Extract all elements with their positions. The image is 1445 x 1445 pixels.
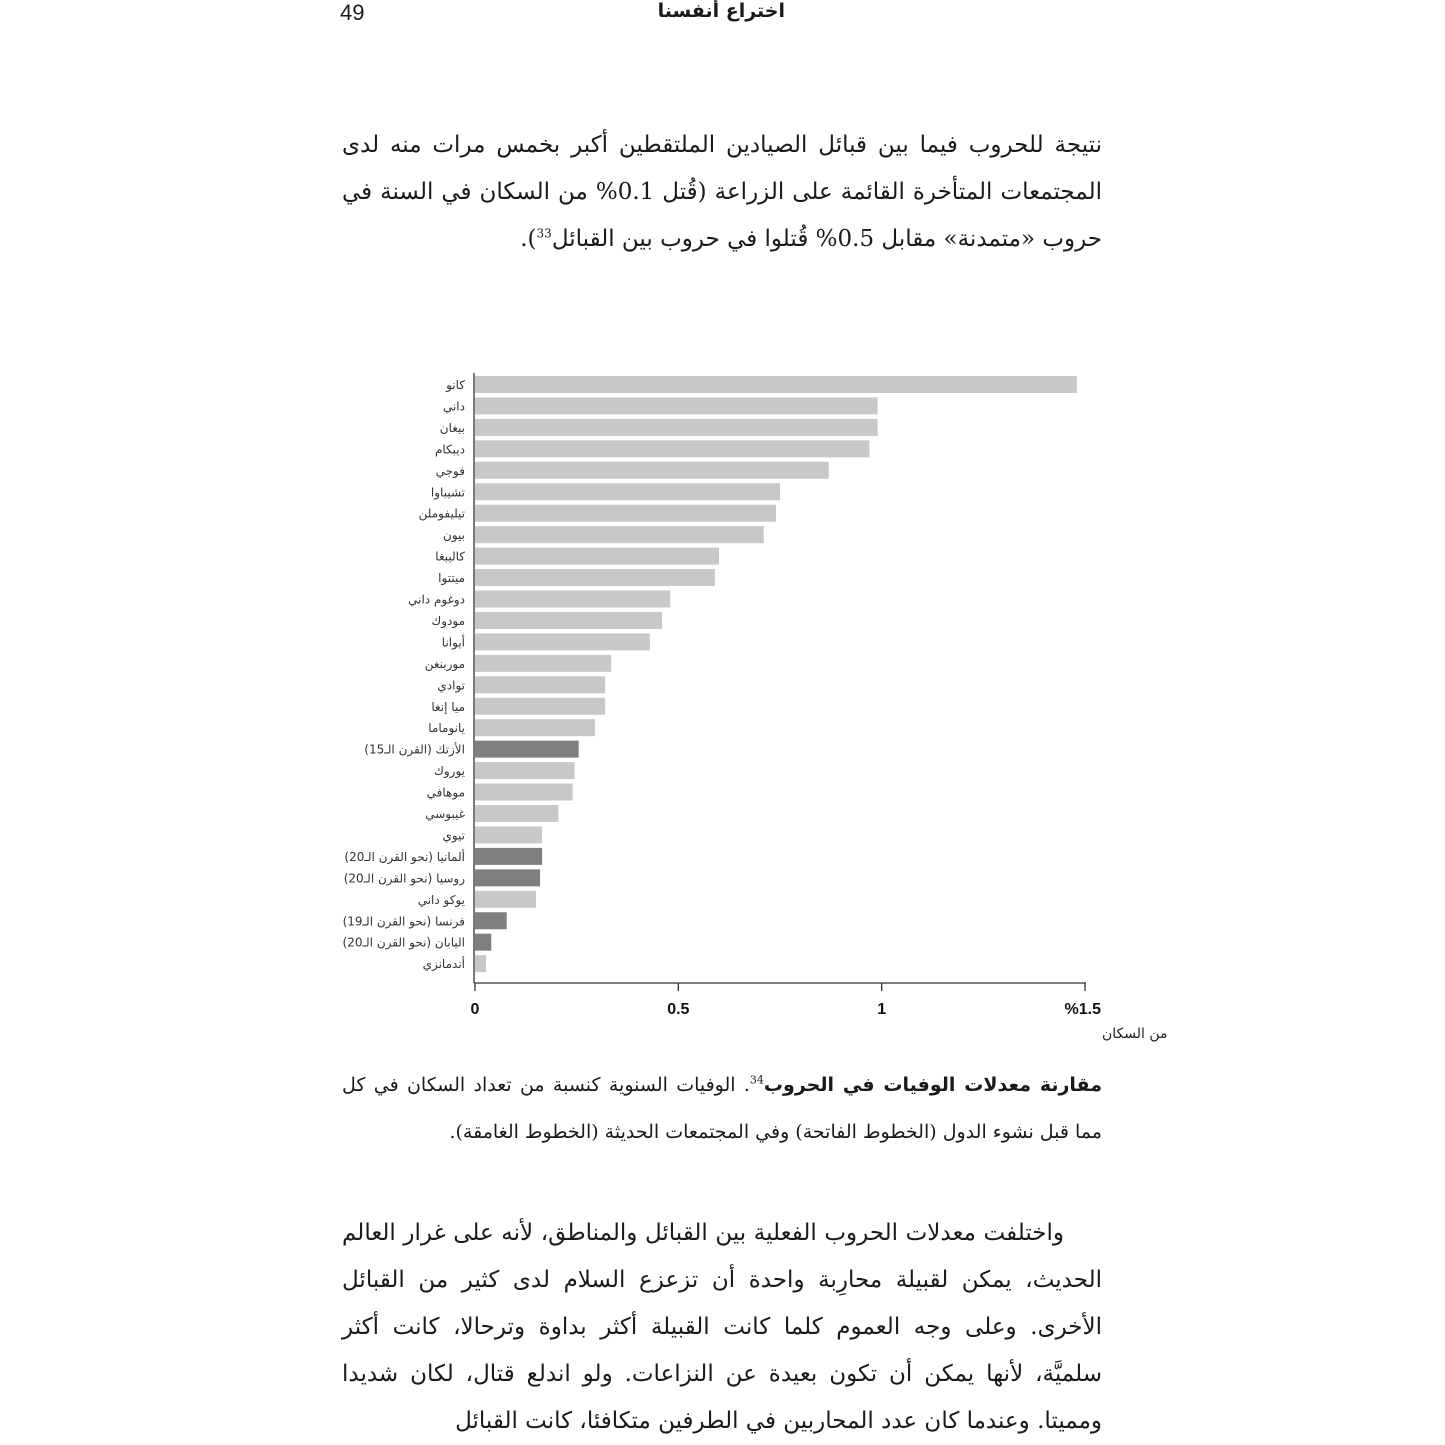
bar-25 — [475, 891, 536, 908]
caption-title: مقارنة معدلات الوفيات في الحروب — [763, 1074, 1102, 1096]
bar-4 — [475, 440, 869, 457]
category-label-11: دوغوم داني — [408, 592, 465, 607]
bar-28 — [475, 955, 486, 972]
bar-20 — [475, 784, 573, 801]
category-label-10: ميتتوا — [438, 571, 465, 586]
bar-6 — [475, 483, 780, 500]
category-label-2: داني — [442, 399, 465, 414]
x-tick-label-2: 0.5 — [667, 1001, 690, 1018]
bar-8 — [475, 526, 764, 543]
category-label-6: تشيباوا — [430, 485, 465, 500]
x-tick-label-3: 1 — [877, 1001, 887, 1018]
bar-18 — [475, 741, 579, 758]
category-label-22: تيوي — [442, 828, 465, 843]
category-label-26: فرنسا (نحو القرن الـ19) — [342, 914, 465, 929]
bar-3 — [475, 419, 878, 436]
bar-14 — [475, 655, 611, 672]
category-label-27: اليابان (نحو القرن الـ20) — [342, 935, 465, 950]
category-label-17: يانوماما — [428, 721, 465, 736]
bar-1 — [475, 376, 1077, 393]
category-label-5: فوجي — [435, 463, 465, 478]
death-rate-bar-chart — [330, 365, 1168, 1050]
category-label-4: ديبكام — [434, 442, 465, 457]
bar-22 — [475, 826, 542, 843]
bar-10 — [475, 569, 715, 586]
category-label-14: موربنغن — [424, 656, 465, 671]
caption-text: . الوفيات السنوية كنسبة من تعداد السكان في كل مما قبل نشوء الدول (الخطوط الفاتحة) وفي المجتمعات الحديثة (الخطوط الغامقة). — [342, 1074, 1102, 1143]
category-label-1: كانو — [446, 378, 465, 392]
paragraph-top-text: نتيجة للحروب فيما بين قبائل الصيادين الملتقطين أكبر بخمس مرات منه لدى المجتمعات المتأخرة القائمة على الزراعة (قُتل 0.1% من السكان في السنة في حروب «متمدنة» مقابل 0.5% قُتلوا في حروب بين القبائل — [342, 132, 1102, 252]
bar-27 — [475, 934, 491, 951]
x-axis-unit-label: من السكان — [1102, 1026, 1168, 1042]
bar-5 — [475, 462, 829, 479]
chart-category-labels — [343, 378, 466, 972]
category-label-9: كاليبغا — [435, 549, 465, 564]
bar-7 — [475, 505, 776, 522]
footnote-ref-34: 34 — [749, 1073, 764, 1087]
bar-23 — [475, 848, 542, 865]
bar-15 — [475, 676, 605, 693]
paragraph-bottom: واختلفت معدلات الحروب الفعلية بين القبائل والمناطق، لأنه على غرار العالم الحديث، يمكن لقبيلة محارِبة واحدة أن تزعزع السلام لدى كثير من القبائل الأخرى. وعلى وجه العموم كلما كانت القبيلة أكثر بداوة وترحالا، كانت أكثر سلميَّة، لأنها يمكن أن تكون بعيدة عن النزاعات. ولو اندلع قتال، لكان شديدا ومميتا. وعندما كان عدد المحاربين في الطرفين متكافئا، كانت القبائل — [342, 1220, 1102, 1434]
page-number: 49 — [340, 0, 365, 25]
category-label-28: أندمانزي — [422, 957, 465, 972]
category-label-7: تيليفوملن — [418, 506, 465, 521]
category-label-3: بيغان — [439, 420, 465, 435]
category-label-21: غيبوسي — [425, 807, 465, 821]
bar-2 — [475, 397, 878, 414]
footnote-ref-33: 33 — [536, 226, 552, 241]
category-label-25: يوكو داني — [417, 892, 465, 907]
bar-11 — [475, 591, 670, 608]
bar-9 — [475, 548, 719, 565]
category-label-18: الأزتك (القرن الـ15) — [364, 742, 465, 757]
category-label-24: روسيا (نحو القرن الـ20) — [343, 871, 465, 886]
figure-caption — [342, 1062, 1102, 1156]
bar-19 — [475, 762, 575, 779]
bar-17 — [475, 719, 595, 736]
bar-12 — [475, 612, 662, 629]
category-label-12: مودوك — [431, 613, 465, 628]
page-header — [340, 0, 785, 32]
running-title: اختراع أنفسنا — [657, 0, 785, 22]
category-label-19: يوروك — [433, 764, 465, 779]
category-label-8: بيون — [443, 528, 465, 543]
paragraph-top-end: ). — [520, 226, 537, 252]
category-label-15: توادي — [437, 678, 465, 693]
bar-21 — [475, 805, 558, 822]
bar-26 — [475, 912, 507, 929]
bar-13 — [475, 633, 650, 650]
bar-24 — [475, 869, 540, 886]
chart-x-ticks — [471, 983, 1102, 1018]
x-tick-label-4: %1.5 — [1064, 1001, 1101, 1018]
chart-bars — [475, 376, 1077, 972]
paragraph-top — [342, 122, 1102, 263]
category-label-13: أيوانا — [441, 635, 465, 650]
category-label-16: ميا إنغا — [431, 699, 465, 714]
category-label-20: موهافي — [426, 785, 465, 800]
bar-16 — [475, 698, 605, 715]
category-label-23: ألمانيا (نحو القرن الـ20) — [344, 849, 465, 864]
x-tick-label-1: 0 — [470, 1001, 480, 1018]
